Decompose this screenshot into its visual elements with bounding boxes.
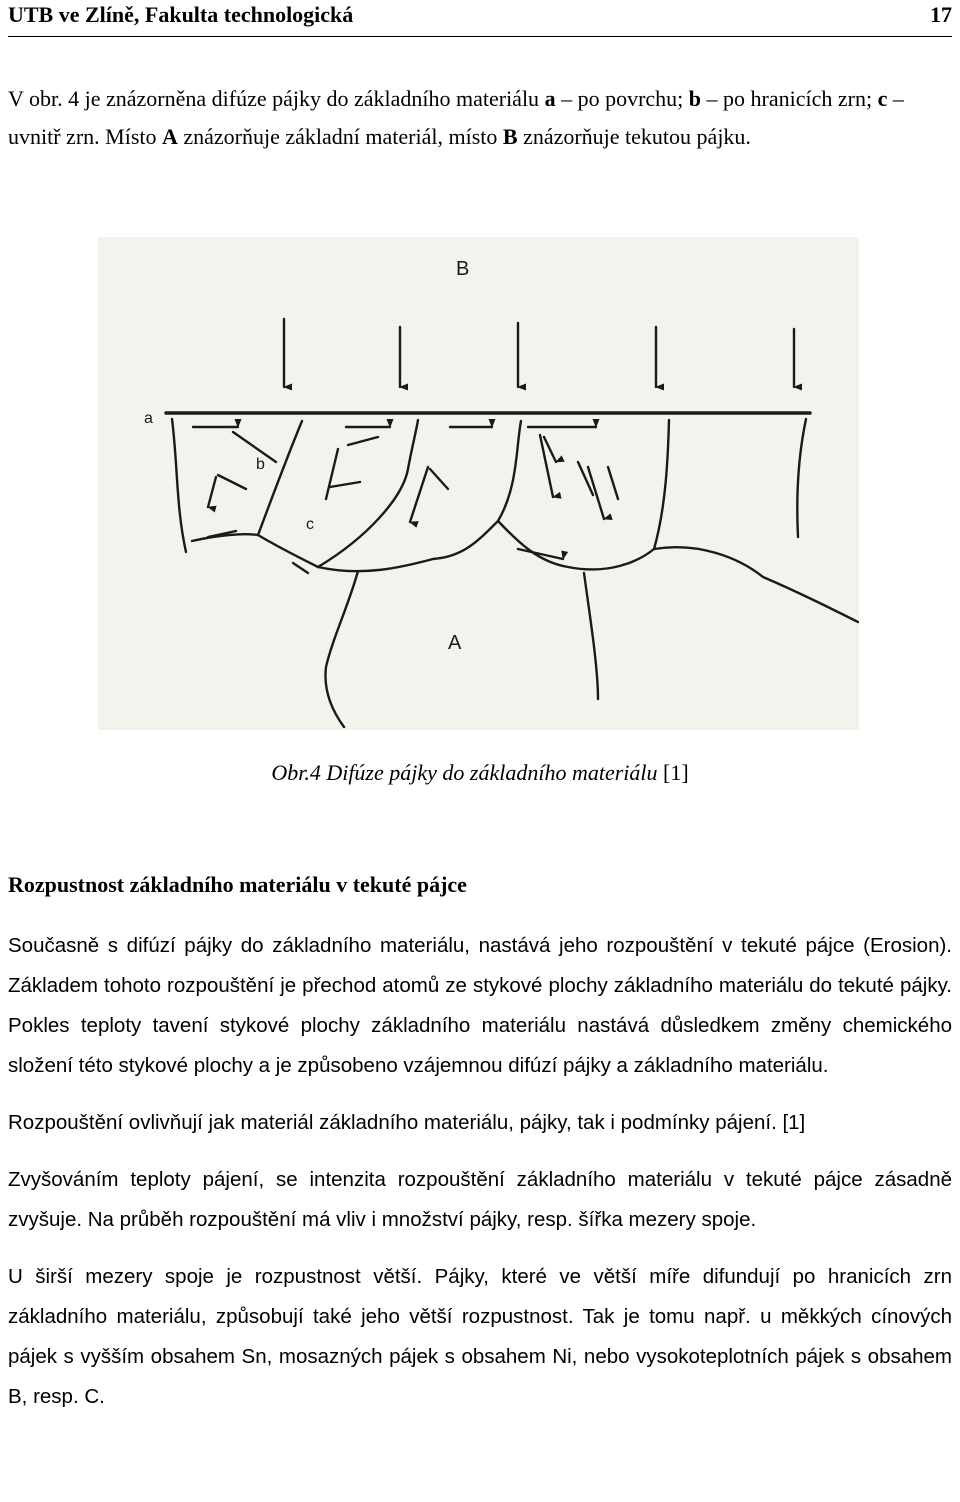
caption-reference: [1]	[663, 760, 689, 785]
intro-label-A: A	[162, 124, 178, 149]
paragraph: Zvyšováním teploty pájení, se intenzita rozpouštění základního materiálu v tekuté pájce zásadně zvyšuje. Na průběh rozpouštění má vliv i množství pájky, resp. šířka mezery spoje.	[8, 1168, 952, 1231]
intro-text: – po hranicích zrn;	[701, 86, 878, 111]
figure-caption	[0, 760, 960, 786]
label-c: c	[306, 516, 314, 533]
intro-label-B: B	[502, 124, 518, 149]
diffusion-diagram	[98, 237, 859, 730]
intro-paragraph	[8, 80, 952, 156]
intro-text: – uvnitř zrn. Místo	[8, 86, 904, 149]
label-a: a	[144, 410, 153, 427]
intro-label-a: a	[544, 86, 556, 111]
paragraph: Současně s difúzí pájky do základního materiálu, nastává jeho rozpouštění v tekuté pájce (Erosion). Základem tohoto rozpouštění je přechod atomů ze stykové plochy základního materiálu do tekuté pájky. Pokles teploty tavení stykové plochy základního materiálu nastává důsledkem změny chemického složení této stykové plochy a je způsobeno vzájemnou difúzí pájky a základního materiálu.	[8, 934, 952, 1077]
body-text	[8, 926, 952, 1434]
intro-label-c: c	[877, 86, 888, 111]
section-heading: Rozpustnost základního materiálu v tekuté pájce	[8, 872, 467, 897]
figure-background	[98, 237, 859, 730]
intro-text: – po povrchu;	[555, 86, 689, 111]
diffusion-figure	[98, 237, 859, 730]
paragraph: Rozpouštění ovlivňují jak materiál základního materiálu, pájky, tak i podmínky pájení. [1]	[8, 1111, 806, 1134]
page-number: 17	[930, 2, 952, 27]
intro-text: znázorňuje tekutou pájku.	[517, 124, 751, 149]
paragraph: U širší mezery spoje je rozpustnost větší. Pájky, které ve větší míře difundují po hranicích zrn základního materiálu, způsobují také jeho větší rozpustnost. Tak je tomu např. u měkkých cínových pájek s vyšším obsahem Sn, mosazných pájek s obsahem Ni, nebo vysokoteplotních pájek s obsahem B, resp. C.	[8, 1265, 952, 1408]
intro-label-b: b	[688, 86, 702, 111]
label-B: B	[456, 258, 470, 280]
header-title: UTB ve Zlíně, Fakulta technologická	[8, 2, 354, 27]
caption-text: Obr.4 Difúze pájky do základního materiálu	[271, 760, 664, 785]
intro-text: znázorňuje základní materiál, místo	[177, 124, 503, 149]
label-b: b	[256, 456, 265, 473]
label-A: A	[448, 632, 462, 654]
intro-text: V obr. 4 je znázorněna difúze pájky do základního materiálu	[8, 86, 545, 111]
page-header	[8, 0, 952, 37]
